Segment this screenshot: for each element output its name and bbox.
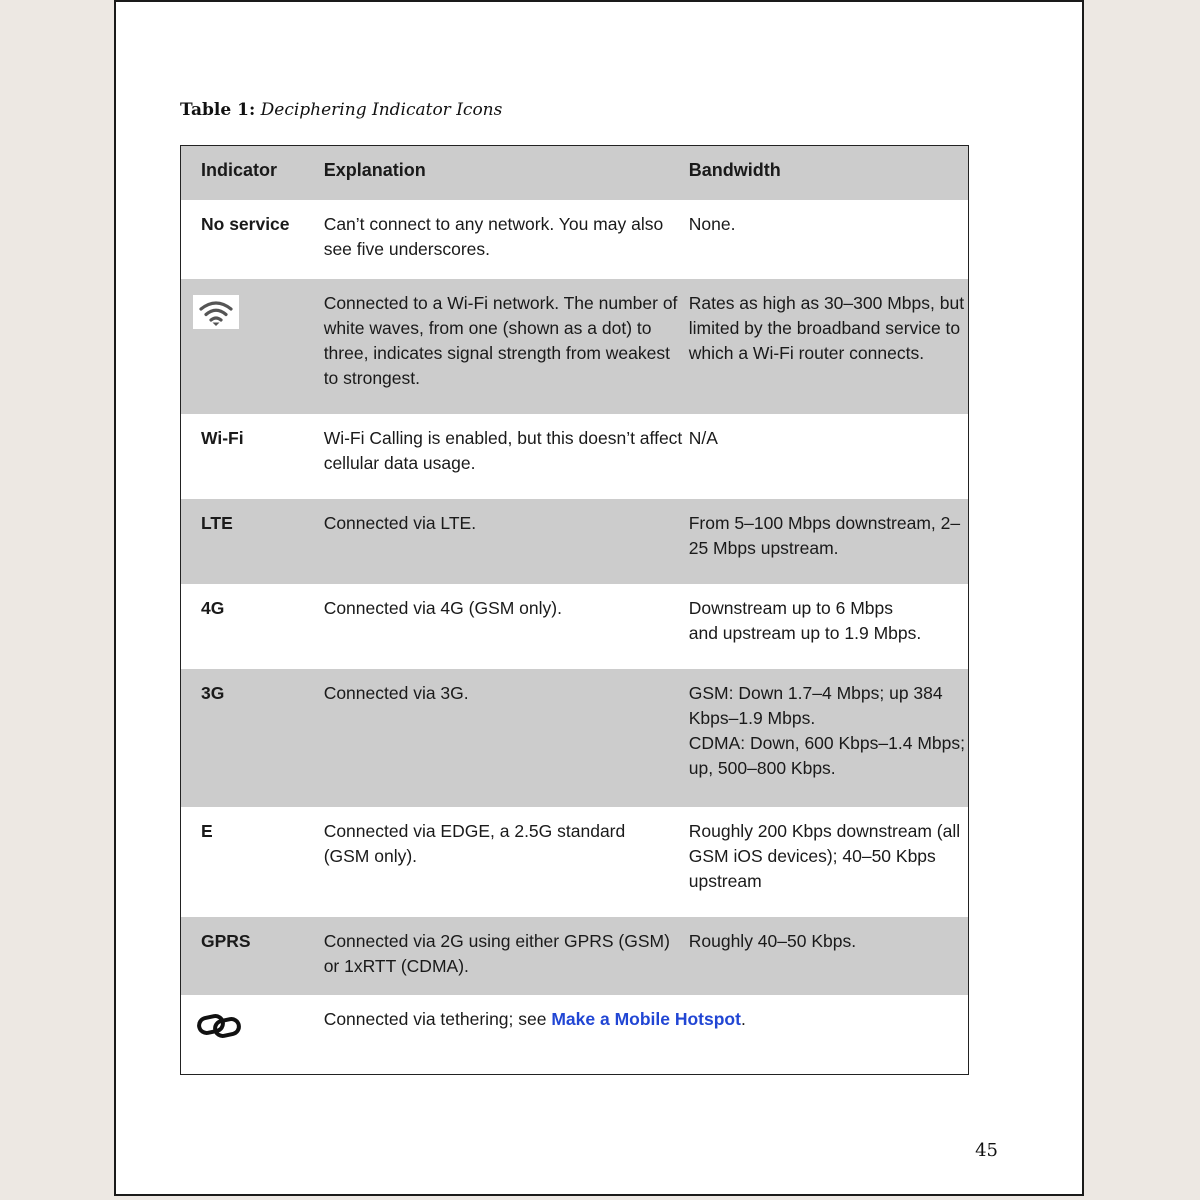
indicator-cell: 3G — [201, 683, 225, 703]
table-row — [181, 807, 968, 917]
explanation-cell — [324, 807, 689, 917]
bandwidth-cell — [689, 584, 968, 669]
table-row — [181, 200, 968, 279]
bandwidth-cell: Roughly 40–50 Kbps. — [688, 931, 857, 951]
bandwidth-cell: N/A — [688, 428, 718, 448]
explanation-cell: Wi-Fi Calling is enabled, but this doesn’t affect cellular data usage. — [323, 428, 683, 473]
bandwidth-cell: From 5–100 Mbps downstream, 2–25 Mbps upstream. — [688, 513, 961, 558]
tethering-text: Connected via tethering; see — [323, 1009, 552, 1029]
explanation-cell: Connected to a Wi-Fi network. The number of white waves, from one (shown as a dot) to three, indicates signal strength from weakest to strongest. — [323, 293, 678, 388]
make-mobile-hotspot-link[interactable]: Make a Mobile Hotspot — [551, 1009, 741, 1029]
bandwidth-line: and upstream up to 1.9 Mbps. — [688, 623, 922, 643]
explanation-cell: Connected via 4G (GSM only). — [323, 598, 562, 618]
bandwidth-cell: None. — [688, 214, 736, 234]
explanation-cell: Connected via 3G. — [323, 683, 469, 703]
table-row — [181, 669, 968, 807]
explanation-cell — [324, 995, 968, 1074]
bandwidth-line: GSM: Down 1.7–4 Mbps; up 384 Kbps–1.9 Mbps. — [688, 683, 943, 728]
link-icon — [195, 1011, 243, 1048]
explanation-cell: Connected via LTE. — [323, 513, 477, 533]
wifi-icon — [193, 295, 239, 329]
indicator-cell: Wi-Fi — [201, 428, 244, 448]
table-row — [181, 279, 968, 414]
header-bandwidth: Bandwidth — [688, 160, 781, 180]
explanation-line: (GSM only). — [323, 846, 418, 866]
indicator-cell — [181, 995, 324, 1074]
explanation-cell: Can’t connect to any network. You may also see five underscores. — [323, 214, 664, 259]
table-row — [181, 995, 968, 1074]
header-indicator: Indicator — [201, 160, 278, 180]
indicator-cell: E — [201, 821, 213, 841]
bandwidth-line: Downstream up to 6 Mbps — [688, 598, 893, 618]
header-explanation: Explanation — [323, 160, 426, 180]
bandwidth-cell: Rates as high as 30–300 Mbps, but limited by the broadband service to which a Wi-Fi router connects. — [688, 293, 965, 363]
indicator-table — [180, 145, 969, 1075]
page-number: 45 — [975, 1140, 998, 1161]
bandwidth-cell: Roughly 200 Kbps downstream (all GSM iOS devices); 40–50 Kbps upstream — [688, 821, 961, 891]
indicator-cell: LTE — [201, 513, 233, 533]
table-row — [181, 917, 968, 995]
table-header-row — [181, 146, 968, 200]
book-page — [114, 0, 1084, 1196]
explanation-cell: Connected via 2G using either GPRS (GSM) or 1xRTT (CDMA). — [323, 931, 670, 976]
bandwidth-line: CDMA: Down, 600 Kbps–1.4 Mbps; up, 500–800 Kbps. — [688, 733, 965, 778]
indicator-cell: GPRS — [201, 931, 251, 951]
table-row — [181, 414, 968, 499]
table-caption — [180, 100, 502, 120]
table-row — [181, 584, 968, 669]
explanation-line: Connected via EDGE, a 2.5G standard — [323, 821, 626, 841]
tethering-suffix: . — [740, 1009, 746, 1029]
caption-label: Table 1: — [180, 100, 256, 120]
indicator-cell — [181, 279, 324, 414]
indicator-cell: 4G — [201, 598, 225, 618]
indicator-cell: No service — [201, 214, 290, 234]
bandwidth-cell — [689, 669, 968, 807]
table-row — [181, 499, 968, 584]
caption-title: Deciphering Indicator Icons — [260, 100, 503, 120]
